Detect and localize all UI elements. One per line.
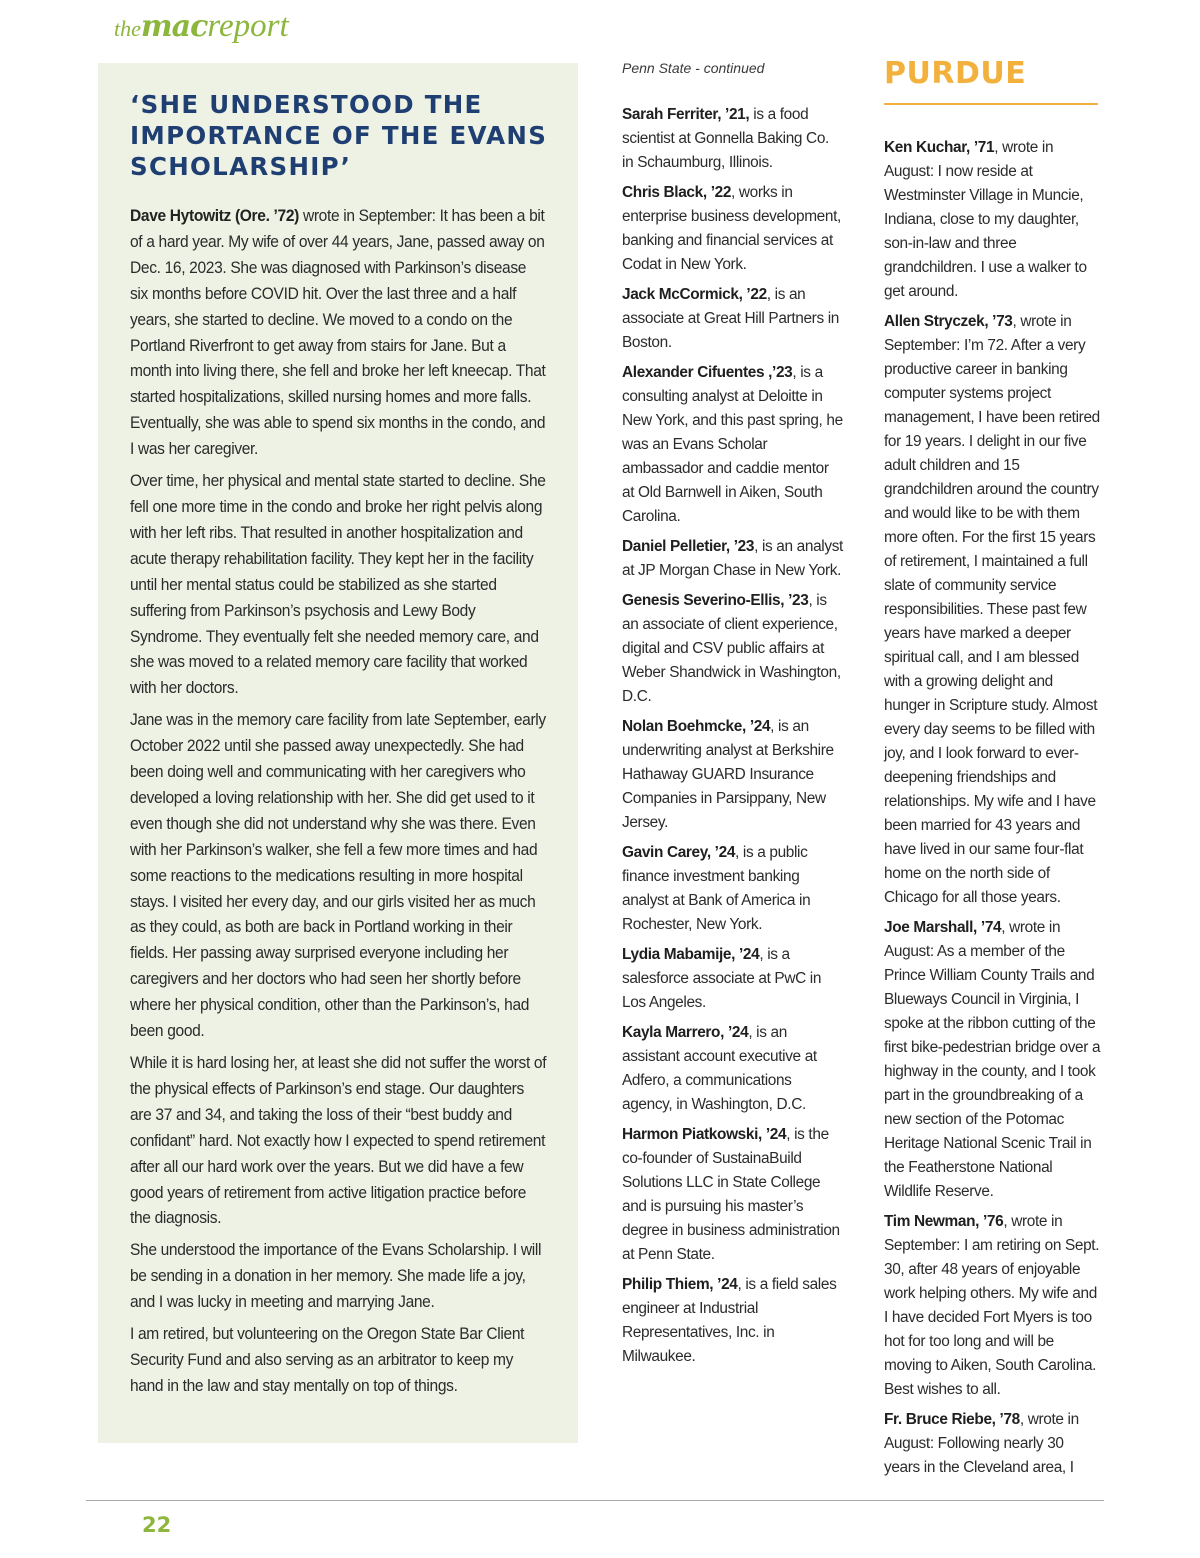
sidebar-paragraph: While it is hard losing her, at least she did not suffer the worst of the physical effects of Parkinson’s end stage. Our daughters are 37 and 34, and taking the loss of their “best buddy and confidant” hard. Not exactly how I expected to spend retirement after all our hard work over the years. But we did have a few good years of retirement from active litigation practice before the diagnosis. [130, 1054, 547, 1228]
alumni-entry: Gavin Carey, ’24, is a public finance investment banking analyst at Bank of America in Rochester, New York. [622, 844, 811, 933]
alumni-entry: Ken Kuchar, ’71, wrote in August: I now reside at Westminster Village in Muncie, Indiana, close to my daughter, son-in-law and three grandchildren. I use a walker to get around. [884, 139, 1087, 300]
purdue-heading: PURDUE [884, 56, 1027, 91]
alumni-entry: Daniel Pelletier, ’23, is an analyst at JP Morgan Chase in New York. [622, 538, 843, 579]
alumni-entry: Alexander Cifuentes ,’23, is a consulting analyst at Deloitte in New York, and this past spring, he was an Evans Scholar ambassador and caddie mentor at Old Barnwell in Aiken, South Carolina. [622, 364, 843, 525]
alumni-entry: Fr. Bruce Riebe, ’78, wrote in August: Following nearly 30 years in the Cleveland area, I [884, 1411, 1079, 1476]
sidebar-paragraph: Jane was in the memory care facility from late September, early October 2022 until she passed away unexpectedly. She had been doing well and communicating with her caregivers who developed a loving relationship with her. She did get used to it even though she did not understand why she was there. Even with her Parkinson’s walker, she fell a few more times and had some reactions to the medications resulting in more hospital stays. I visited her every day, and our girls visited her as much as they could, as both are back in Portland working in their fields. Her passing away surprised everyone including her caregivers and her doctors who had seen her shortly before where her physical condition, other than the Parkinson’s, had been good. [130, 711, 546, 1041]
masthead-logo [114, 8, 289, 45]
alumni-entry: Tim Newman, ’76, wrote in September: I am retiring on Sept. 30, after 48 years of enjoyable work helping others. My wife and I have decided Fort Myers is too hot for too long and will be moving to Aiken, South Carolina. Best wishes to all. [884, 1213, 1100, 1398]
sidebar-paragraph: Dave Hytowitz (Ore. ’72) wrote in September: It has been a bit of a hard year. My wife of over 44 years, Jane, passed away on Dec. 16, 2023. She was diagnosed with Parkinson’s disease six months before COVID hit. Over the last three and a half years, she started to decline. We moved to a condo on the Portland Riverfront to get away from stairs for Jane. But a month into living there, she fell and broke her left kneecap. That started hospitalizations, skilled nursing homes and more falls. Eventually, she was able to spend six months in the condo, and I was her caregiver. [130, 207, 546, 459]
masthead-mac: mac [140, 9, 208, 44]
alumni-entry: Kayla Marrero, ’24, is an assistant account executive at Adfero, a communications agency, in Washington, D.C. [622, 1024, 817, 1113]
alumni-entry: Chris Black, ’22, works in enterprise business development, banking and financial services at Codat in New York. [622, 184, 841, 273]
author-name: Dave Hytowitz (Ore. ’72) [130, 207, 299, 225]
alumni-entry: Nolan Boehmcke, ’24, is an underwriting analyst at Berkshire Hathaway GUARD Insurance Companies in Parsippany, New Jersey. [622, 718, 834, 831]
masthead-report: report [207, 8, 289, 44]
alumni-entry: Jack McCormick, ’22, is an associate at Great Hill Partners in Boston. [622, 286, 839, 351]
alumni-entry: Sarah Ferriter, ’21, is a food scientist at Gonnella Baking Co. in Schaumburg, Illinois. [622, 106, 829, 171]
sidebar-paragraph: She understood the importance of the Evans Scholarship. I will be sending in a donation in her memory. She made life a joy, and I was lucky in meeting and marrying Jane. [130, 1241, 542, 1312]
alumni-entry: Philip Thiem, ’24, is a field sales engineer at Industrial Representatives, Inc. in Milwaukee. [622, 1276, 837, 1365]
page-number: 22 [142, 1513, 172, 1537]
sidebar-paragraph: Over time, her physical and mental state started to decline. She fell one more time in the condo and broke her right pelvis along with her left ribs. That resulted in another hospitalization and acute therapy rehabilitation facility. They kept her in the facility until her mental status could be stabilized as she started suffering from Parkinson’s psychosis and Lewy Body Syndrome. They eventually felt she needed memory care, and she was moved to a related memory care facility that worked with her doctors. [130, 472, 546, 698]
heading-divider [884, 103, 1098, 105]
feature-sidebar [98, 63, 578, 1443]
sidebar-paragraph: I am retired, but volunteering on the Oregon State Bar Client Security Fund and also serving as an arbitrator to keep my hand in the law and stay mentally on top of things. [130, 1325, 525, 1395]
alumni-entry: Joe Marshall, ’74, wrote in August: As a member of the Prince William County Trails and Blueways Council in Virginia, I spoke at the ribbon cutting of the first bike-pedestrian bridge over a highway in the county, and I took part in the groundbreaking of a new section of the Potomac Heritage National Scenic Trail in the Featherstone National Wildlife Reserve. [884, 919, 1101, 1200]
alumni-entry: Allen Stryczek, ’73, wrote in September: I’m 72. After a very productive career in banking computer systems project management, I have been retired for 19 years. I delight in our five adult children and 15 grandchildren around the country and would like to be with them more often. For the first 15 years of retirement, I maintained a full slate of community service responsibilities. These past few years have marked a deeper spiritual call, and I am blessed with a growing delight and hunger in Scripture study. Almost every day seems to be filled with joy, and I look forward to ever-deepening friendships and relationships. My wife and I have been married for 43 years and have lived in our same four-flat home on the north side of Chicago for all those years. [884, 313, 1100, 906]
purdue-column [884, 136, 1102, 1486]
alumni-entry: Genesis Severino-Ellis, ’23, is an associate of client experience, digital and CSV public affairs at Weber Shandwick in Washington, D.C. [622, 592, 841, 705]
alumni-entry: Lydia Mabamije, ’24, is a salesforce associate at PwC in Los Angeles. [622, 946, 822, 1011]
masthead-the: the [114, 16, 141, 41]
footer-divider [86, 1500, 1104, 1501]
penn-state-column [622, 103, 844, 1375]
sidebar-title: ‘SHE UNDERSTOOD THE IMPORTANCE OF THE EVANS SCHOLARSHIP’ [130, 90, 548, 181]
continued-label: Penn State - continued [622, 60, 765, 76]
alumni-entry: Harmon Piatkowski, ’24, is the co-founder of SustainaBuild Solutions LLC in State College and is pursuing his master’s degree in business administration at Penn State. [622, 1126, 840, 1263]
